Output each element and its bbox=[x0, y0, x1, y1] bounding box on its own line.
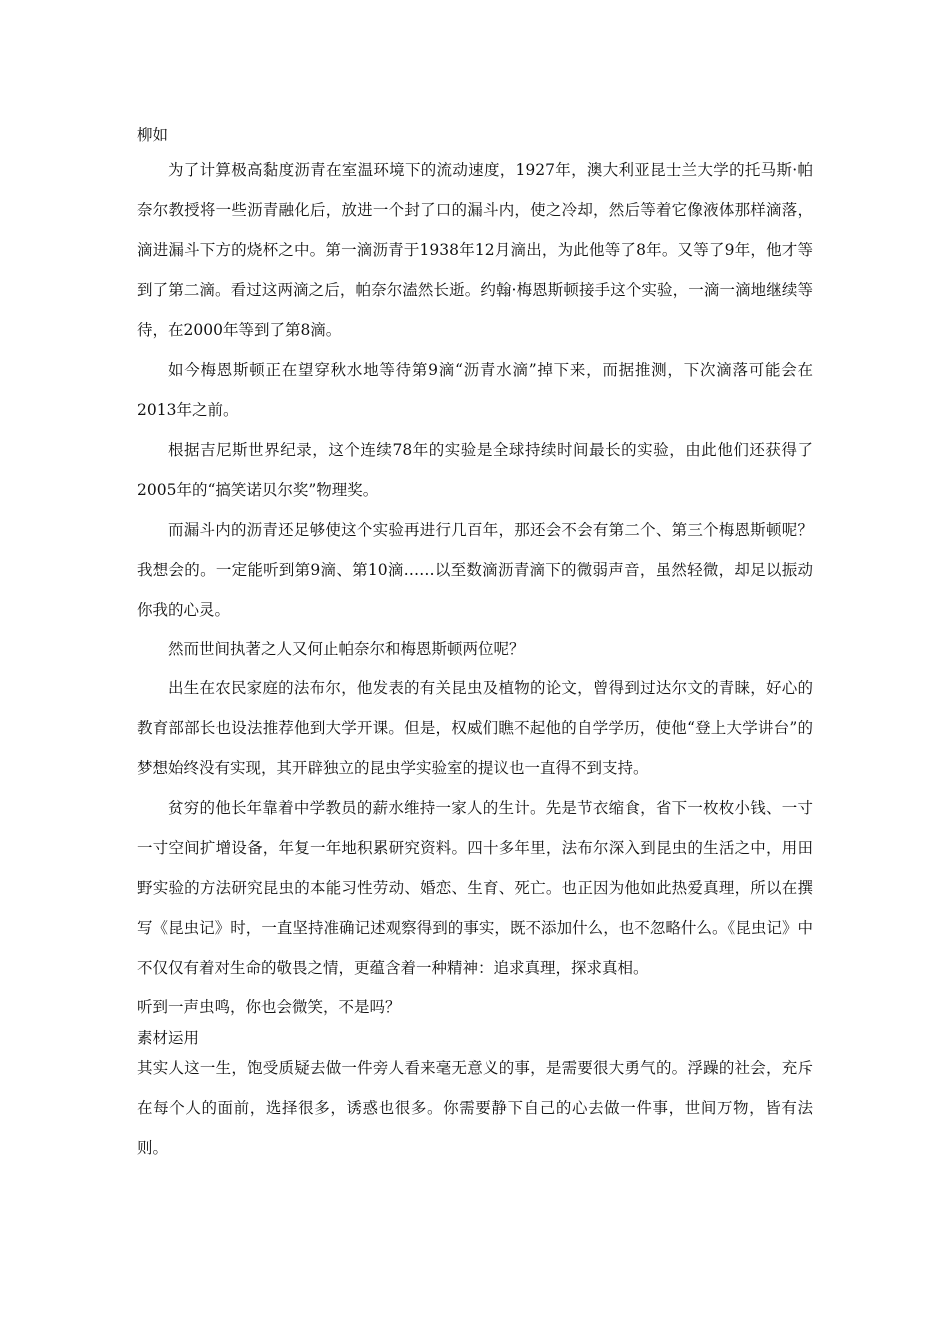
paragraph-insect-chirp: 听到一声虫鸣，你也会微笑，不是吗？ bbox=[137, 998, 401, 1016]
section-heading: 素材运用 bbox=[137, 1029, 200, 1047]
paragraph-persistent-people: 然而世间执著之人又何止帕奈尔和梅恩斯顿两位呢？ bbox=[168, 640, 525, 658]
document-body bbox=[137, 120, 813, 1168]
paragraph-fabre-background: 出生在农民家庭的法布尔，他发表的有关昆虫及植物的论文，曾得到过达尔文的青睐，好心的教育部部长也设法推荐他到大学开课。但是，权威们瞧不起他的自学学历，使他“登上大学讲台”的梦想始终没有实现，其开辟独立的昆虫学实验室的提议也一直得不到支持。 bbox=[137, 679, 813, 777]
author-name: 柳如 bbox=[137, 126, 169, 144]
paragraph-fabre-research: 贫穷的他长年靠着中学教员的薪水维持一家人的生计。先是节衣缩食，省下一枚枚小钱、一寸一寸空间扩增设备，年复一年地积累研究资料。四十多年里，法布尔深入到昆虫的生活之中，用田野实验的方法研究昆虫的本能习性劳动、婚恋、生育、死亡。也正因为他如此热爱真理，所以在撰写《昆虫记》时，一直坚持准确记述观察得到的事实，既不添加什么，也不忽略什么。《昆虫记》中不仅仅有着对生命的敬畏之情，更蕴含着一种精神：追求真理，探求真相。 bbox=[137, 799, 813, 977]
paragraph-ninth-drop: 如今梅恩斯顿正在望穿秋水地等待第9滴“沥青水滴”掉下来，而据推测，下次滴落可能会在2013年之前。 bbox=[137, 361, 813, 419]
paragraph-guinness-record: 根据吉尼斯世界纪录，这个连续78年的实验是全球持续时间最长的实验，由此他们还获得了2005年的“搞笑诺贝尔奖”物理奖。 bbox=[137, 441, 813, 499]
paragraph-pitch-experiment: 为了计算极高黏度沥青在室温环境下的流动速度，1927年，澳大利亚昆士兰大学的托马斯·帕奈尔教授将一些沥青融化后，放进一个封了口的漏斗内，使之冷却，然后等着它像液体那样滴落，滴进漏斗下方的烧杯之中。第一滴沥青于1938年12月滴出，为此他等了8年。又等了9年，他才等到了第二滴。看过这两滴之后，帕奈尔溘然长逝。约翰·梅恩斯顿接手这个实验，一滴一滴地继续等待，在2000年等到了第8滴。 bbox=[137, 161, 813, 339]
paragraph-material-usage: 其实人这一生，饱受质疑去做一件旁人看来毫无意义的事，是需要很大勇气的。浮躁的社会，充斥在每个人的面前，选择很多，诱惑也很多。你需要静下自己的心去做一件事，世间万物，皆有法则。 bbox=[137, 1059, 813, 1157]
paragraph-future-drops: 而漏斗内的沥青还足够使这个实验再进行几百年，那还会不会有第二个、第三个梅恩斯顿呢？我想会的。一定能听到第9滴、第10滴……以至数滴沥青滴下的微弱声音，虽然轻微，却足以振动你我的心灵。 bbox=[137, 521, 813, 619]
